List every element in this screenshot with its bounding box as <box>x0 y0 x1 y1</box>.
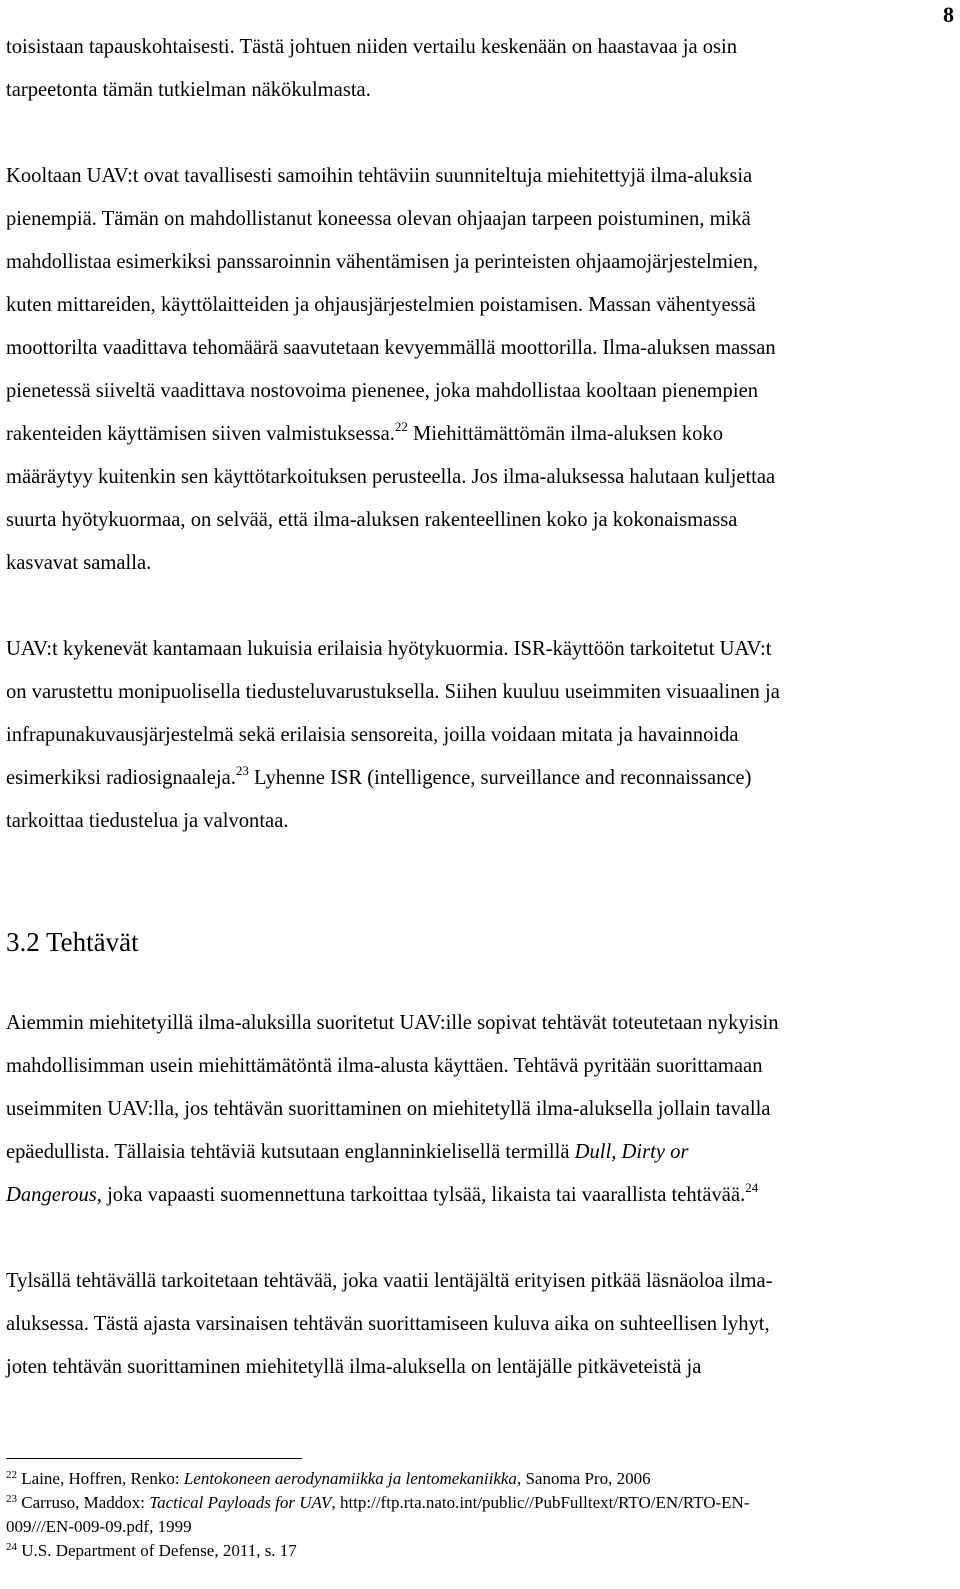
text-line: UAV:t kykenevät kantamaan lukuisia erilaisia hyötykuormia. ISR-käyttöön tarkoitetut UAV:t <box>6 638 772 660</box>
footnote-ref-23[interactable]: 23 <box>235 763 249 778</box>
footnotes <box>6 1467 946 1563</box>
footnote-text: Laine, Hoffren, Renko: <box>21 1469 184 1488</box>
text-line: aluksessa. Tästä ajasta varsinaisen tehtävän suorittamiseen kuluva aika on suhteellisen lyhyt, <box>6 1313 770 1335</box>
text-line: infrapunakuvausjärjestelmä sekä erilaisia sensoreita, joilla voidaan mitata ja havainnoida <box>6 724 739 746</box>
text-line: kasvavat samalla. <box>6 552 152 574</box>
text-line: moottorilta vaadittava tehomäärä saavutetaan kevyemmällä moottorilla. Ilma-aluksen massan <box>6 337 776 359</box>
text-segment: joka vapaasti suomennettuna tarkoittaa tylsää, likaista tai vaarallista tehtävää. <box>101 1184 746 1206</box>
footnote-23-continued <box>6 1515 946 1539</box>
text-line: on varustettu monipuolisella tiedusteluvarustuksella. Siihen kuuluu useimmiten visuaalinen ja <box>6 681 780 703</box>
text-line: suurta hyötykuormaa, on selvää, että ilma-aluksen rakenteellinen koko ja kokonaismassa <box>6 509 738 531</box>
footnote-link[interactable]: 009///EN-009-09.pdf, 1999 <box>6 1517 192 1536</box>
text-line <box>6 757 946 800</box>
footnote-title: Tactical Payloads for UAV <box>149 1493 332 1512</box>
italic-term: Dull, Dirty or <box>574 1141 689 1163</box>
footnote-24 <box>6 1539 946 1563</box>
document-body <box>6 26 946 1389</box>
text-line: pienetessä siiveltä vaadittava nostovoima pienenee, joka mahdollistaa kooltaan pienempien <box>6 380 759 402</box>
italic-term: Dangerous, <box>6 1184 102 1206</box>
text-line <box>6 1174 946 1217</box>
text-line: tarpeetonta tämän tutkielman näkökulmasta. <box>6 79 371 101</box>
text-line: Aiemmin miehitetyillä ilma-aluksilla suoritetut UAV:ille sopivat tehtävät toteutetaan nykyisin <box>6 1012 779 1034</box>
paragraph <box>6 628 946 843</box>
text-line: Tylsällä tehtävällä tarkoitetaan tehtävää, joka vaatii lentäjältä erityisen pitkää läsnäoloa ilma- <box>6 1270 773 1292</box>
footnote-link[interactable]: , http://ftp.rta.nato.int/public//PubFulltext/RTO/EN/RTO-EN- <box>331 1493 750 1512</box>
paragraph <box>6 1002 946 1217</box>
footnote-text: Carruso, Maddox: <box>21 1493 150 1512</box>
text-line: tarkoittaa tiedustelua ja valvontaa. <box>6 810 289 832</box>
footnote-text: , Sanoma Pro, 2006 <box>516 1469 651 1488</box>
footnote-text: U.S. Department of Defense, 2011, s. 17 <box>21 1541 297 1560</box>
footnote-23 <box>6 1491 946 1515</box>
text-line: kuten mittareiden, käyttölaitteiden ja ohjausjärjestelmien poistamisen. Massan vähentyessä <box>6 294 756 316</box>
text-segment: Miehittämättömän ilma-aluksen koko <box>407 423 724 445</box>
text-line: mahdollisimman usein miehittämätöntä ilma-alusta käyttäen. Tehtävä pyritään suorittamaan <box>6 1055 763 1077</box>
text-line: pienempiä. Tämän on mahdollistanut koneessa olevan ohjaajan tarpeen poistuminen, mikä <box>6 208 751 230</box>
text-line: Kooltaan UAV:t ovat tavallisesti samoihin tehtäviin suunniteltuja miehitettyjä ilma-aluksia <box>6 165 753 187</box>
footnote-separator <box>6 1458 302 1459</box>
text-segment: esimerkiksi radiosignaaleja. <box>6 767 236 789</box>
text-line: useimmiten UAV:lla, jos tehtävän suorittaminen on miehitetyllä ilma-aluksella jollain tavalla <box>6 1098 771 1120</box>
text-line: määräytyy kuitenkin sen käyttötarkoituksen perusteella. Jos ilma-aluksessa halutaan kuljettaa <box>6 466 776 488</box>
footnote-ref-24[interactable]: 24 <box>745 1180 759 1195</box>
footnote-22 <box>6 1467 946 1491</box>
page-number: 8 <box>943 2 954 27</box>
text-segment: epäedullista. Tällaisia tehtäviä kutsutaan englanninkielisellä termillä <box>6 1141 575 1163</box>
paragraph <box>6 1260 946 1389</box>
footnote-title: Lentokoneen aerodynamiikka ja lentomekaniikka <box>183 1469 517 1488</box>
footnote-ref-22[interactable]: 22 <box>394 419 408 434</box>
text-line: joten tehtävän suorittaminen miehitetyllä ilma-aluksella on lentäjälle pitkäveteistä ja <box>6 1356 702 1378</box>
text-segment: rakenteiden käyttämisen siiven valmistuksessa. <box>6 423 395 445</box>
text-line <box>6 1131 946 1174</box>
footnote-number: 23 <box>6 1493 17 1505</box>
paragraph <box>6 26 946 112</box>
paragraph <box>6 155 946 585</box>
footnote-number: 24 <box>6 1541 17 1553</box>
text-segment: Lyhenne ISR (intelligence, surveillance and reconnaissance) <box>248 767 752 789</box>
footnote-number: 22 <box>6 1469 17 1481</box>
text-line <box>6 413 946 456</box>
section-heading: 3.2 Tehtävät <box>6 927 139 957</box>
text-line: mahdollistaa esimerkiksi panssaroinnin vähentämisen ja perinteisten ohjaamojärjestelmien, <box>6 251 759 273</box>
text-line: toisistaan tapauskohtaisesti. Tästä johtuen niiden vertailu keskenään on haastavaa ja osin <box>6 36 738 58</box>
